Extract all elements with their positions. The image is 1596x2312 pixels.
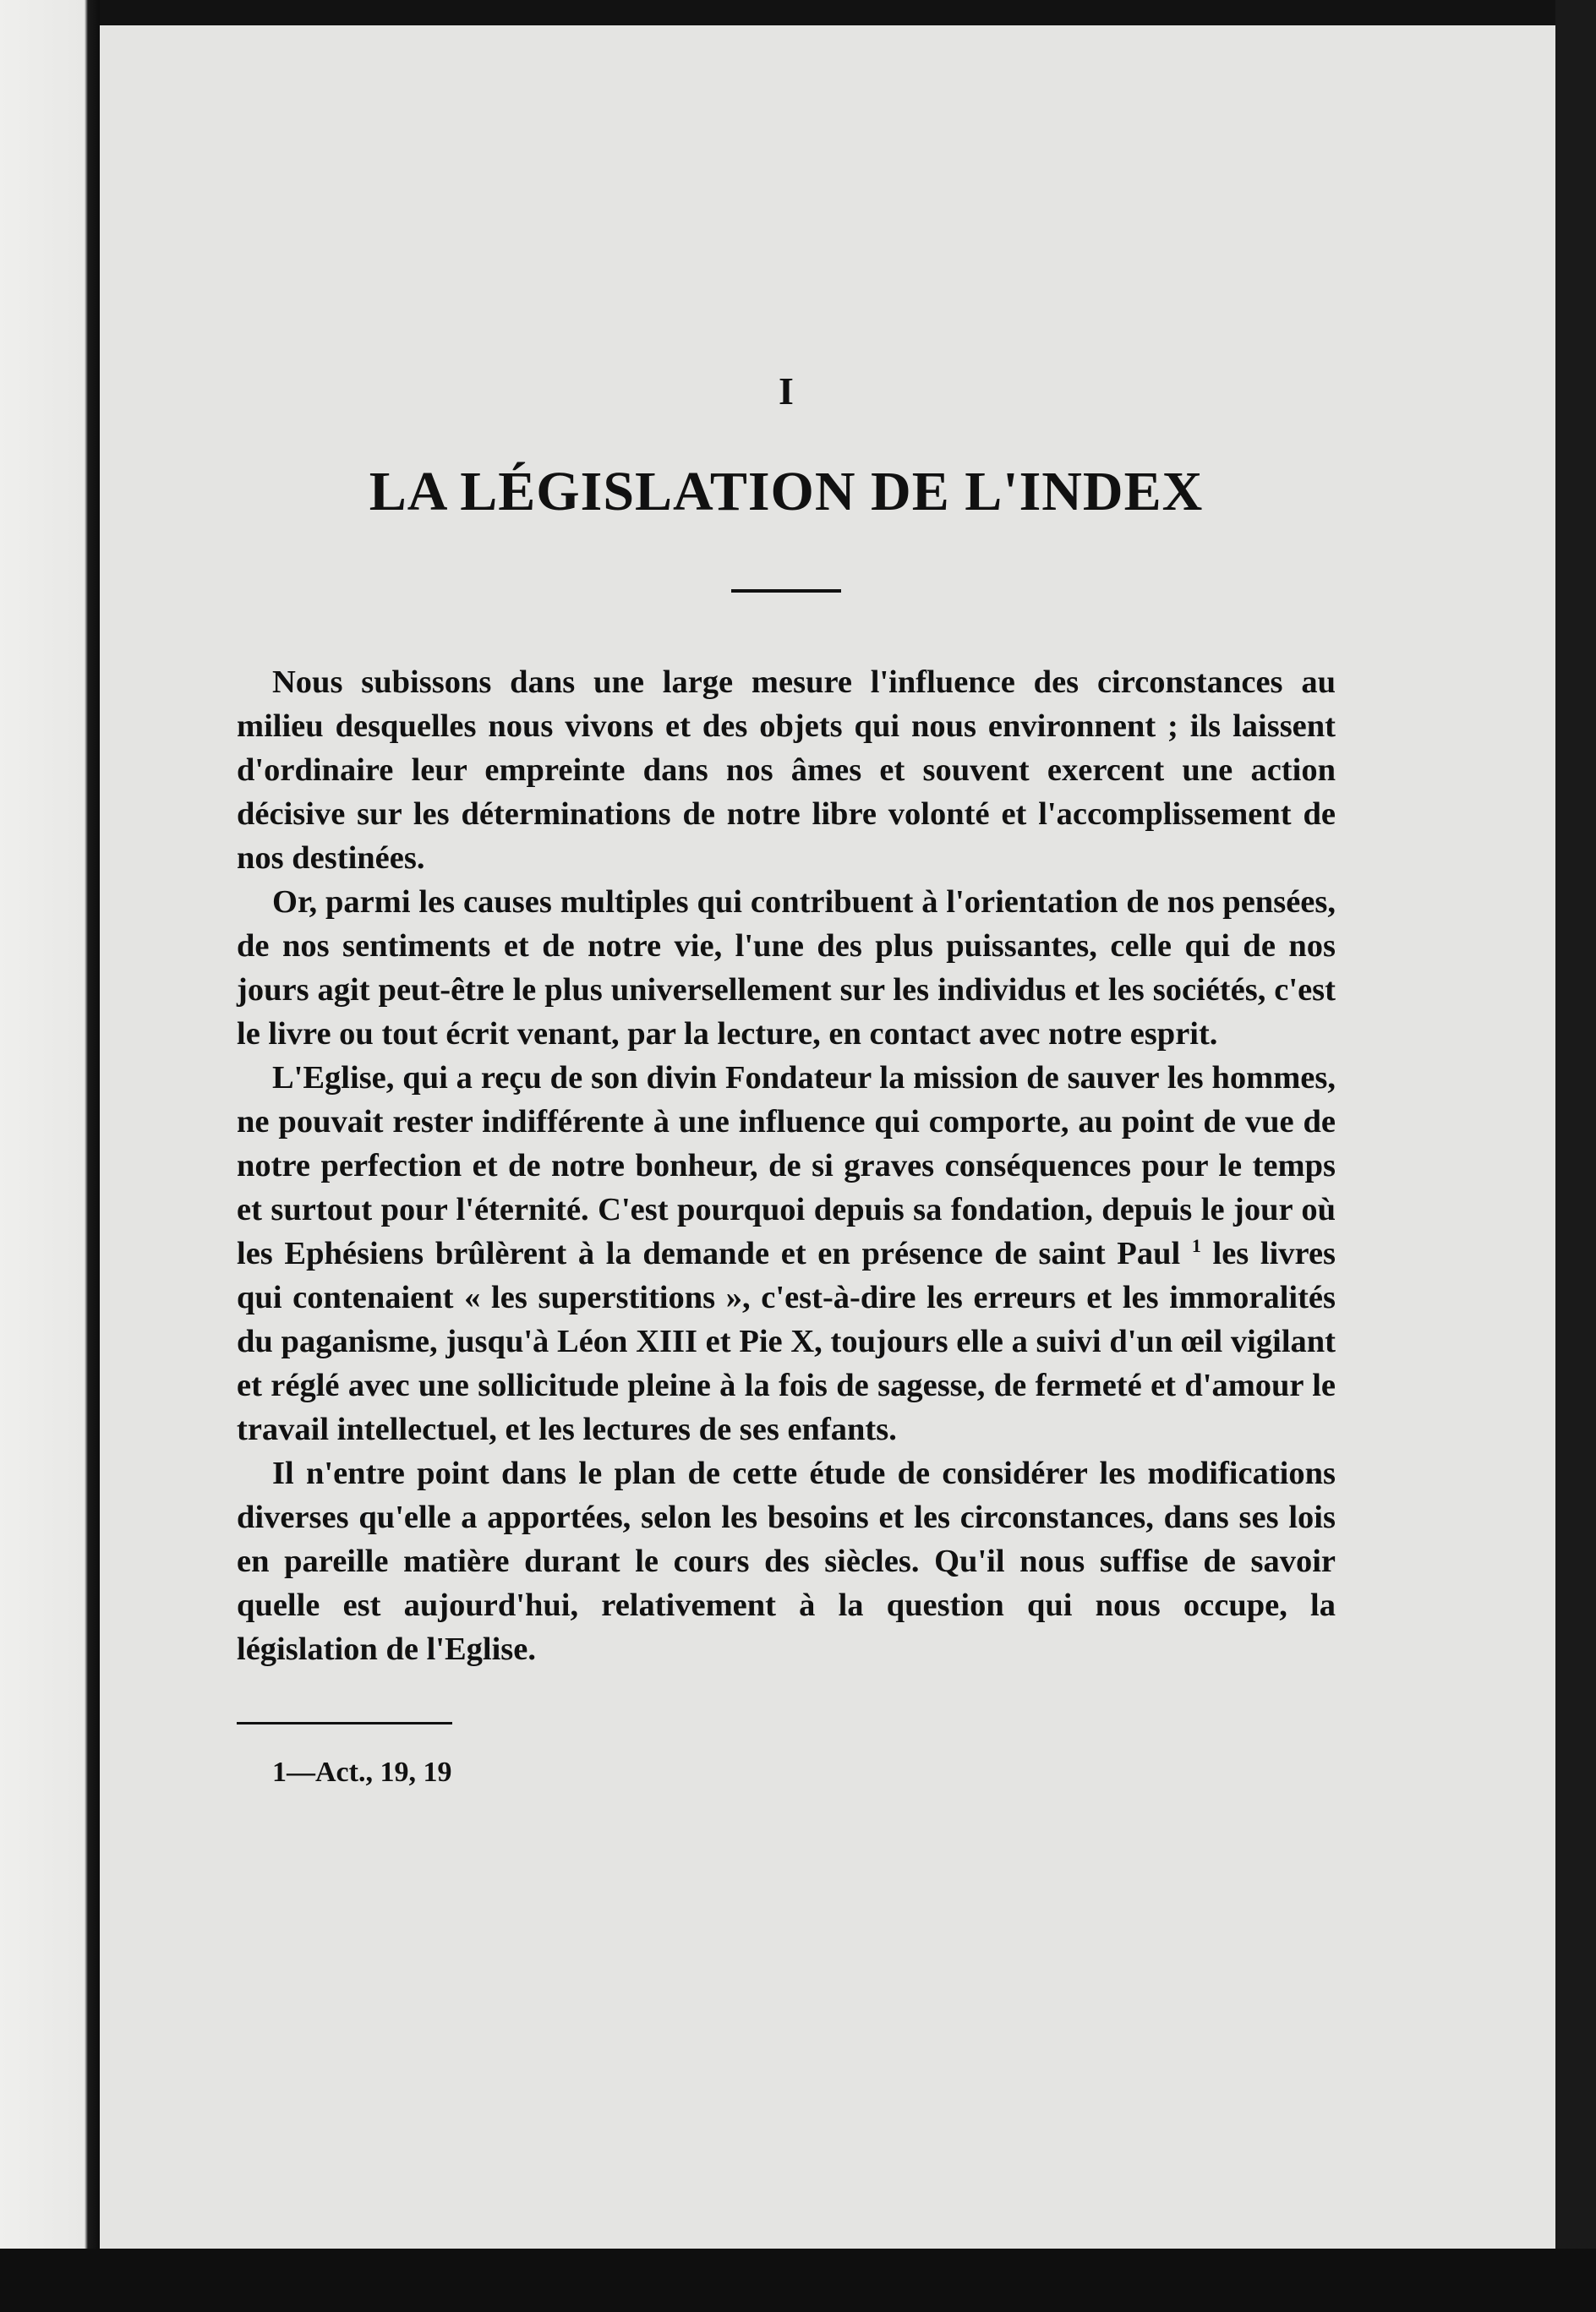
paragraph-3-after-note: les livres qui contenaient « les superstitions », c'est-à-dire les erreurs et les immoralités du paganisme, jusqu'à Léon XIII et Pie X, toujours elle a suivi d'un œil vigilant et réglé avec une sollicitude pleine à la fois de sagesse, de fermeté et d'amour le travail intellectuel, et les lectures de ses enfants. — [237, 1235, 1336, 1447]
footnote-reference: 1 — [1191, 1234, 1201, 1256]
paragraph-3 — [237, 1056, 1336, 1451]
chapter-title: LA LÉGISLATION DE L'INDEX — [369, 461, 1204, 522]
footnote: 1—Act., 19, 19 — [272, 1756, 452, 1788]
paragraph-1: Nous subissons dans une large mesure l'influence des circonstances au milieu desquelles nous vivons et des objets qui nous environnent ; ils laissent d'ordinaire leur empreinte dans nos âmes et souvent exercent une action décisive sur les déterminations de notre libre volonté et l'accomplissement de nos destinées. — [237, 664, 1336, 876]
chapter-number: I — [779, 369, 794, 413]
bottom-page-edge — [0, 2249, 1596, 2312]
paragraph-4: Il n'entre point dans le plan de cette étude de considérer les modifications diverses qu'elle a apportées, selon les besoins et les circonstances, dans ses lois en pareille matière durant le cours des siècles. Qu'il nous suffise de savoir quelle est aujourd'hui, relativement à la question qui nous occupe, la législation de l'Eglise. — [237, 1455, 1336, 1667]
body-text — [237, 660, 1336, 1671]
book-spine-edge — [0, 0, 100, 2312]
paragraph-3-before-note: L'Eglise, qui a reçu de son divin Fondateur la mission de sauver les hommes, ne pouvait rester indifférente à une influence qui comporte, au point de vue de notre perfection et de notre bonheur, de si graves conséquences pour le temps et surtout pour l'éternité. C'est pourquoi depuis sa fondation, depuis le jour où les Ephésiens brûlèrent à la demande et en présence de saint Paul — [237, 1059, 1336, 1271]
footnote-divider — [237, 1722, 452, 1724]
right-page-edge — [1555, 0, 1596, 2312]
title-divider — [731, 589, 841, 593]
paragraph-2: Or, parmi les causes multiples qui contribuent à l'orientation de nos pensées, de nos sentiments et de notre vie, l'une des plus puissantes, celle qui de nos jours agit peut-être le plus universellement sur les individus et les sociétés, c'est le livre ou tout écrit venant, par la lecture, en contact avec notre esprit. — [237, 883, 1336, 1052]
page-content — [237, 369, 1336, 1789]
